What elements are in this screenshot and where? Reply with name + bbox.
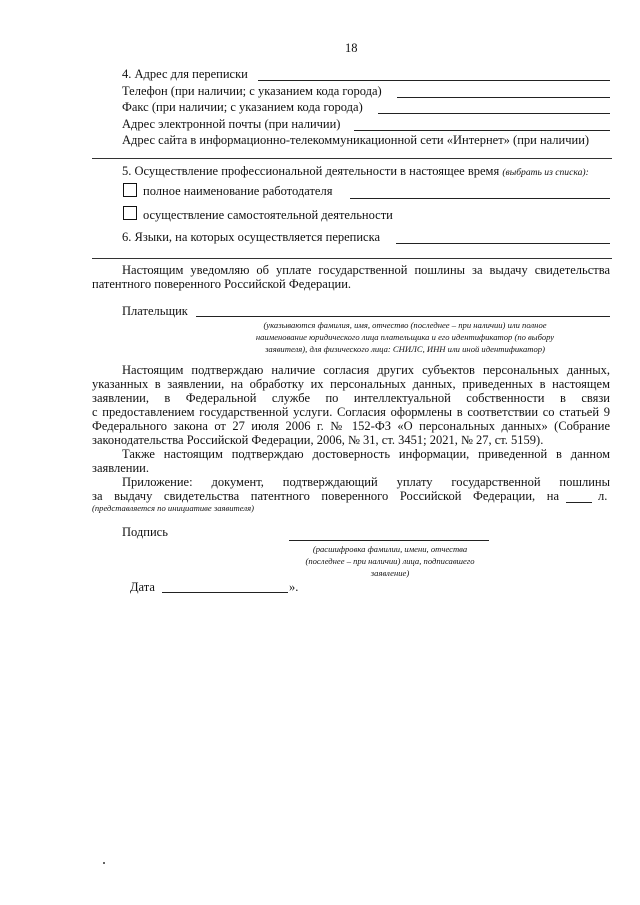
signature-note-line3: заявление) [370, 568, 410, 578]
section-divider [92, 158, 612, 159]
signature-note-line1: (расшифровка фамилии, имени, отчества [312, 544, 468, 554]
website-label: Адрес сайта в информационно-телекоммуникационной сети «Интернет» (при наличии) [122, 133, 590, 147]
payer-label: Плательщик [122, 304, 188, 318]
accuracy-line1: Также настоящим подтверждаю достоверность информации, приведенной в данном [122, 447, 610, 461]
activity-label-text: 5. Осуществление профессиональной деятельности в настоящее время [122, 164, 500, 178]
phone-field[interactable] [397, 97, 610, 98]
section-divider-2 [92, 258, 612, 259]
attachment-line2: за выдачу свидетельства патентного поверенного Российской Федерации, на [92, 489, 559, 503]
signature-label: Подпись [122, 525, 168, 539]
employer-checkbox[interactable] [123, 183, 137, 197]
date-suffix: ». [289, 580, 299, 594]
languages-label: 6. Языки, на которых осуществляется переписка [122, 230, 381, 244]
payer-note-line3: заявителя), для физического лица: СНИЛС, ИНН или иной идентификатор) [265, 344, 545, 354]
consent-line6: законодательства Российской Федерации, 2006, № 31, ст. 3451; 2021, № 27, ст. 5159). [92, 433, 544, 447]
employer-name-field[interactable] [350, 198, 610, 199]
activity-hint: (выбрать из списка): [502, 167, 589, 178]
consent-line3: заявлении, в Федеральной службе по интеллектуальной собственности в связи [92, 391, 610, 405]
consent-line4: с предоставлением государственной услуги. Согласия оформлены в соответствии со статьей 9 [92, 405, 610, 419]
consent-line5: Федерального закона от 27 июля 2006 г. № 152-ФЗ «О персональных данных» (Собрание [92, 419, 610, 433]
self-employed-option-label: осуществление самостоятельной деятельности [143, 208, 393, 222]
address-field[interactable] [258, 80, 610, 81]
fee-notice-line2: патентного поверенного Российской Федерации. [92, 277, 352, 291]
activity-label [122, 164, 589, 179]
signature-note-line2: (последнее – при наличии) лица, подписавшего [305, 556, 475, 566]
email-field[interactable] [354, 130, 610, 131]
payer-note-line2: наименование юридического лица плательщика и его идентификатор (по выбору [255, 332, 555, 342]
accuracy-line2: заявлении. [92, 461, 149, 475]
attachment-pages-suffix: л. [598, 489, 608, 503]
employer-option-label: полное наименование работодателя [143, 184, 333, 198]
page-number: 18 [345, 41, 358, 55]
consent-line1: Настоящим подтверждаю наличие согласия других субъектов персональных данных, [122, 363, 610, 377]
payer-field[interactable] [196, 316, 610, 317]
self-employed-checkbox[interactable] [123, 206, 137, 220]
email-label: Адрес электронной почты (при наличии) [122, 117, 341, 131]
consent-line2: указанных в заявлении, на обработку их персональных данных, приведенных в настоящем [92, 377, 610, 391]
payer-note-line1: (указываются фамилия, имя, отчество (последнее – при наличии) или полное [263, 320, 547, 330]
languages-field[interactable] [396, 243, 610, 244]
attachment-line1: Приложение: документ, подтверждающий уплату государственной пошлины [122, 475, 610, 489]
scan-speck [103, 862, 105, 864]
attachment-pages-field[interactable] [566, 502, 592, 503]
address-label: 4. Адрес для переписки [122, 67, 248, 81]
fee-notice-line1: Настоящим уведомляю об уплате государственной пошлины за выдачу свидетельства [122, 263, 610, 277]
fax-label: Факс (при наличии; с указанием кода города) [122, 100, 363, 114]
fax-field[interactable] [378, 113, 610, 114]
signature-field[interactable] [289, 540, 489, 541]
attachment-note: (представляется по инициативе заявителя) [92, 503, 254, 513]
date-label: Дата [130, 580, 155, 594]
phone-label: Телефон (при наличии; с указанием кода города) [122, 84, 382, 98]
date-field[interactable] [162, 592, 288, 593]
